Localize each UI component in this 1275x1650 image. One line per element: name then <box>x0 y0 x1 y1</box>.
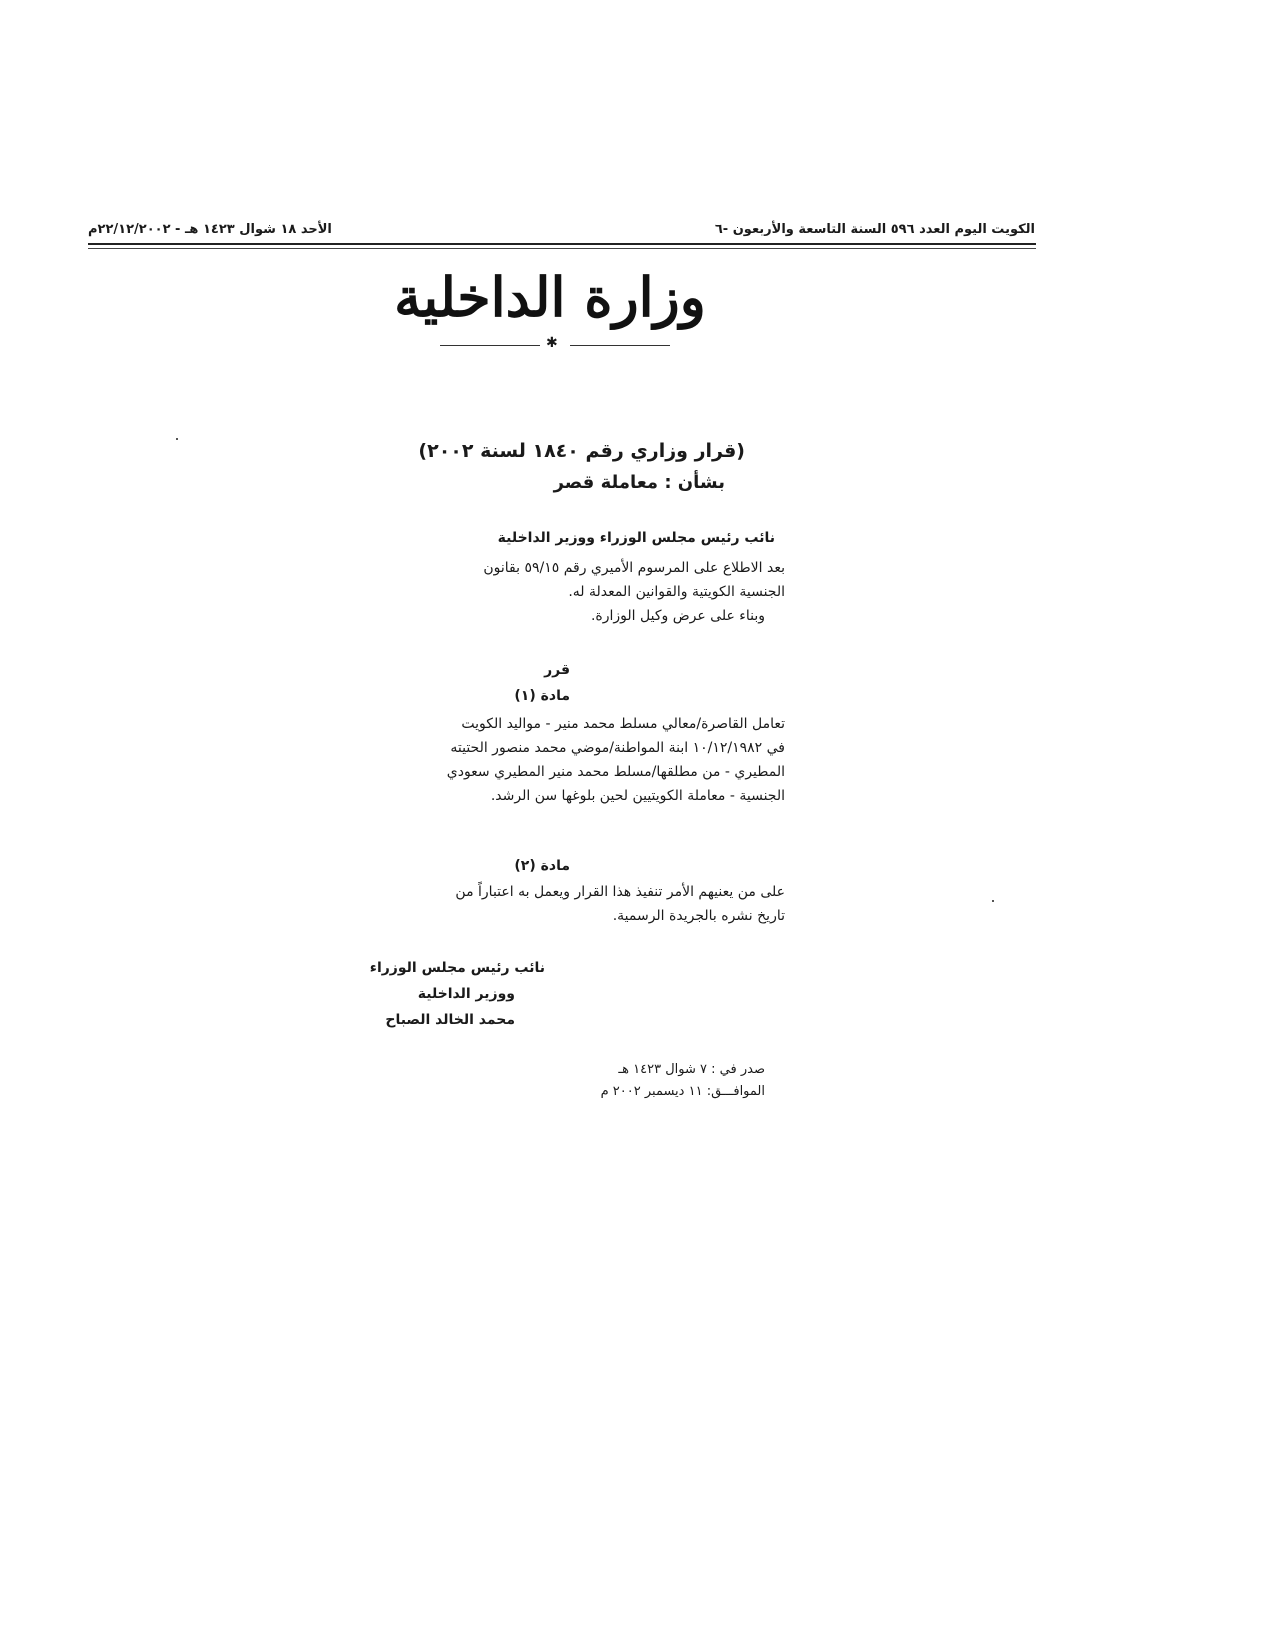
ministry-masthead: وزارة الداخلية <box>394 265 706 329</box>
decided-heading: قرر <box>544 662 570 678</box>
header-rule-thin <box>88 248 1036 249</box>
preamble-line: وبناء على عرض وكيل الوزارة. <box>590 608 765 624</box>
header-rule <box>88 243 1036 245</box>
preamble-line: بعد الاطلاع على المرسوم الأميري رقم ٥٩/١٥ بقانون <box>483 560 785 576</box>
header-issue-info: الكويت اليوم العدد ٥٩٦ السنة التاسعة والأربعون -٦ <box>714 222 1035 237</box>
article-1-heading: مادة (١) <box>514 688 570 704</box>
preamble-line: الجنسية الكويتية والقوانين المعدلة له. <box>568 584 785 600</box>
article-1-line: المطيري - من مطلقها/مسلط محمد منير المطيري سعودي <box>446 764 785 780</box>
article-2-line: تاريخ نشره بالجريدة الرسمية. <box>612 908 785 924</box>
signature-name: محمد الخالد الصباح <box>385 1012 515 1028</box>
article-2-heading: مادة (٢) <box>514 858 570 874</box>
article-1-line: في ١٠/١٢/١٩٨٢ ابنة المواطنة/موضي محمد منصور الحتيته <box>450 740 785 756</box>
scan-speck <box>176 438 178 440</box>
decree-title: (قرار وزاري رقم ١٨٤٠ لسنة ٢٠٠٢) <box>418 440 745 462</box>
issued-date-hijri: صدر في : ٧ شوال ١٤٢٣ هـ <box>618 1062 765 1077</box>
header-date: الأحد ١٨ شوال ١٤٢٣ هـ - ٢٢/١٢/٢٠٠٢م <box>88 222 332 237</box>
article-1-line: الجنسية - معاملة الكويتيين لحين بلوغها سن الرشد. <box>490 788 785 804</box>
issuer-line: نائب رئيس مجلس الوزراء ووزير الداخلية <box>497 530 775 546</box>
issued-date-gregorian: الموافـــق: ١١ ديسمبر ٢٠٠٢ م <box>600 1084 765 1099</box>
article-2-line: على من يعنيهم الأمر تنفيذ هذا القرار ويعمل به اعتباراً من <box>455 884 785 900</box>
scan-speck <box>992 900 994 902</box>
signature-title-2: ووزير الداخلية <box>417 986 515 1002</box>
star-ornament-icon: ✱ <box>546 335 558 351</box>
masthead-ornament <box>440 335 670 352</box>
decree-subject: بشأن : معاملة قصر <box>553 472 725 493</box>
signature-title: نائب رئيس مجلس الوزراء <box>369 960 545 976</box>
article-1-line: تعامل القاصرة/معالي مسلط محمد منير - مواليد الكويت <box>461 716 785 732</box>
